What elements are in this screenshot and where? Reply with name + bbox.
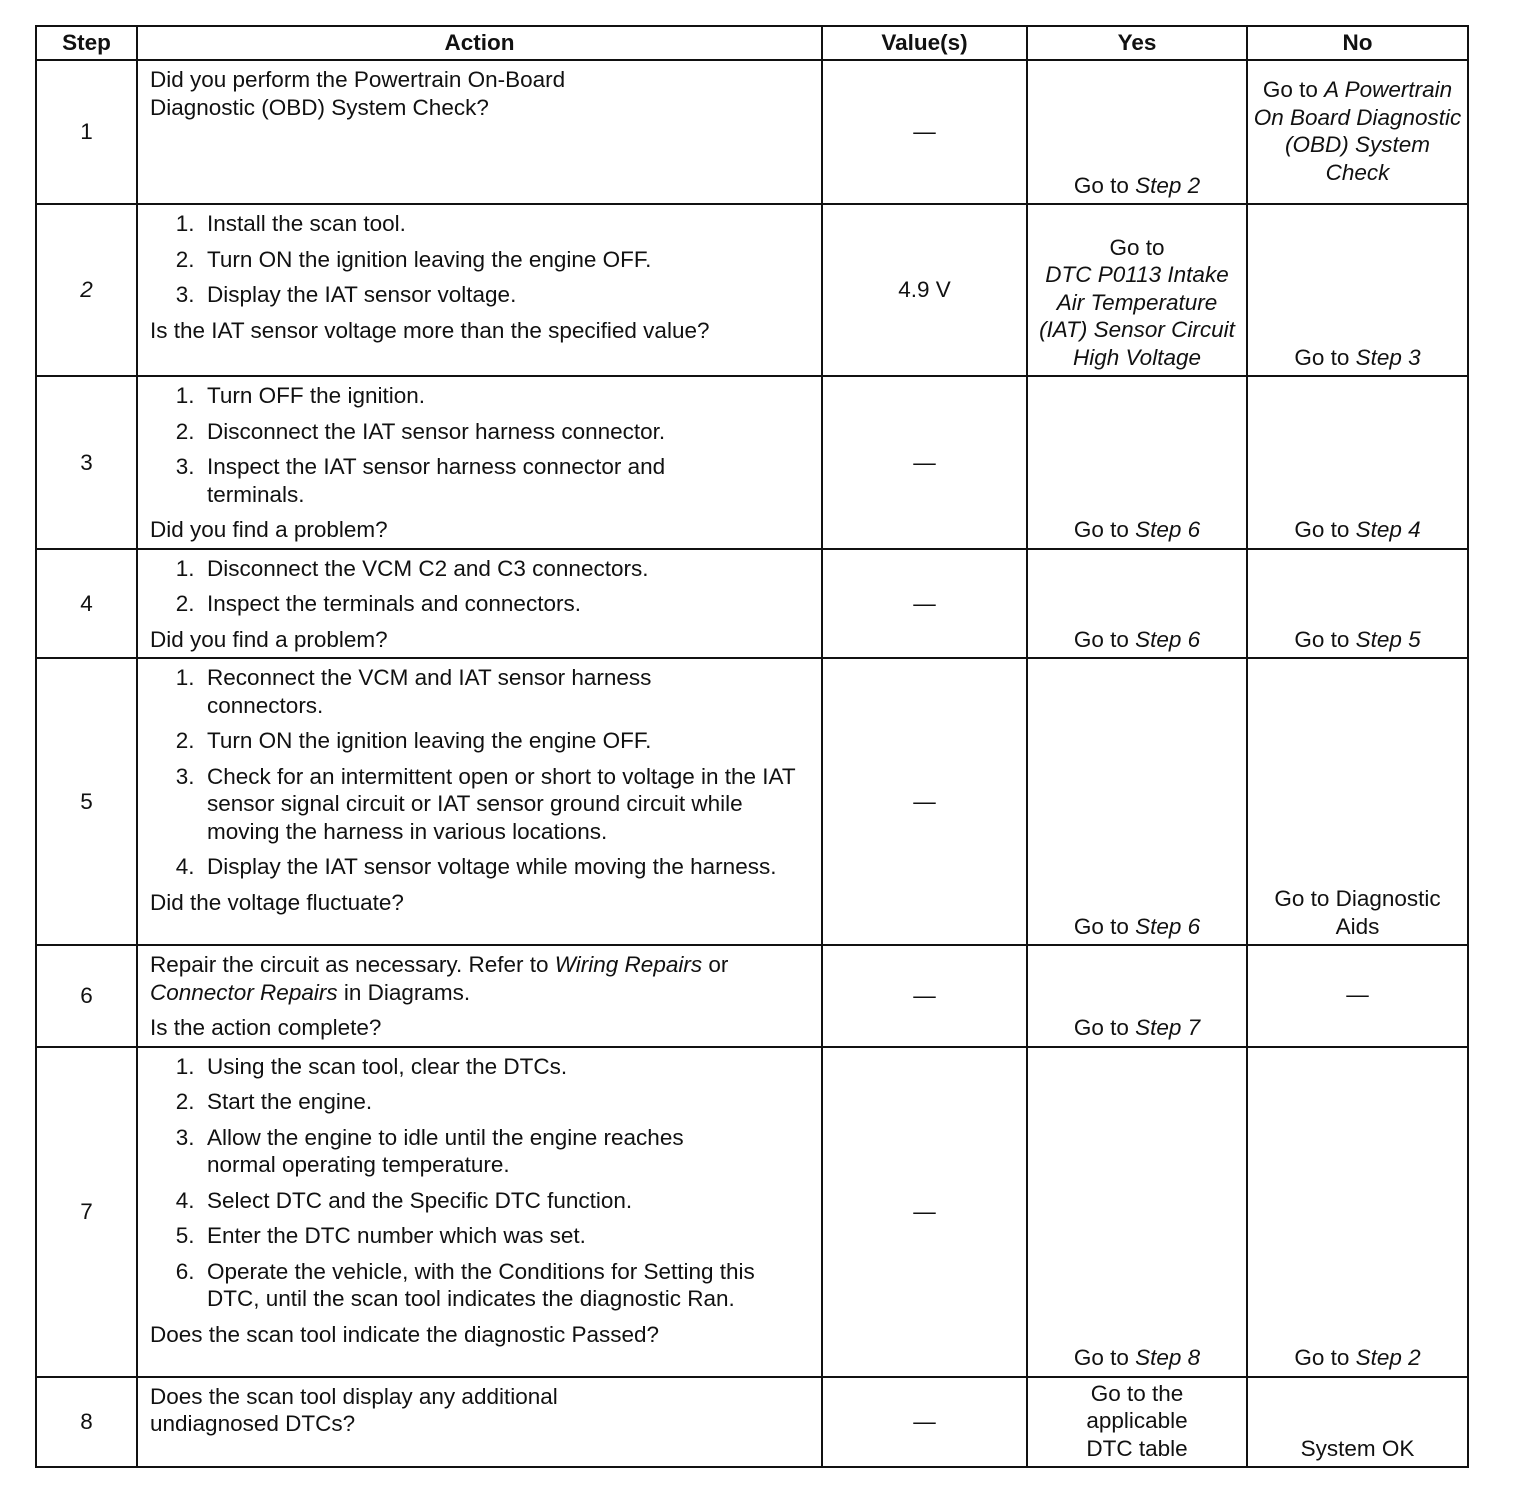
wiring-repairs-link[interactable]: Wiring Repairs [554,952,703,977]
action-question: Did you find a problem? [150,626,388,652]
no-cell: — [1247,945,1468,1047]
yes-cell: Go to Step 6 [1027,658,1247,945]
action-question: Does the scan tool indicate the diagnostic Passed? [150,1321,660,1347]
yes-link[interactable]: Step 7 [1135,1015,1201,1040]
yes-cell [1027,1377,1247,1468]
step-number: 2 [36,204,137,376]
yes-cell: Go to Step 7 [1027,945,1247,1047]
action-question: Is the action complete? [150,1015,382,1040]
yes-link[interactable]: Step 6 [1135,913,1201,939]
yes-link[interactable]: Step 6 [1135,517,1201,542]
action-steps [150,382,811,508]
no-cell: Go to A Powertrain On Board Diagnostic (OBD) System Check [1247,60,1468,204]
action-question: Did you find a problem? [150,517,388,542]
step-number: 5 [36,658,137,945]
value-cell: 4.9 V [822,204,1027,376]
list-item: 5 . Enter the DTC number which was set. [150,1222,811,1250]
no-link[interactable]: Step 2 [1355,1345,1421,1370]
value-cell: — [822,658,1027,945]
yes-cell: Go to Step 6 [1027,376,1247,549]
value-cell: — [822,376,1027,549]
list-item: 1 . Install the scan tool. [150,210,811,238]
step-number: 1 [36,60,137,204]
action-cell [137,658,822,945]
table-row [36,376,1468,549]
action-cell [137,376,822,549]
table-row [36,549,1468,659]
no-link[interactable]: Step 5 [1355,626,1421,652]
action-steps [150,1053,811,1313]
table-row [36,658,1468,945]
list-item: 1 . Disconnect the VCM C2 and C3 connectors. [150,555,811,583]
list-item: 2 . Start the engine. [150,1088,811,1116]
action-question: Did the voltage fluctuate? [150,889,404,915]
yes-cell: Go to DTC P0113 Intake Air Temperature (IAT) Sensor Circuit High Voltage [1027,204,1247,376]
table-row [36,60,1468,204]
header-action: Action [137,26,822,60]
value-cell: — [822,1047,1027,1377]
action-cell [137,945,822,1047]
no-cell: Go to Step 2 [1247,1047,1468,1377]
list-item: 2 . Inspect the terminals and connectors. [150,590,811,618]
diagnostic-table [35,25,1469,1468]
yes-cell: Go to Step 6 [1027,549,1247,659]
table-row [36,1377,1468,1468]
yes-link[interactable]: Step 2 [1135,172,1201,198]
action-steps [150,664,811,881]
table-row [36,204,1468,376]
no-link[interactable]: Step 4 [1355,517,1421,542]
header-no: No [1247,26,1468,60]
action-cell [137,204,822,376]
yes-link[interactable]: Step 6 [1135,626,1201,652]
list-item: 1 . Turn OFF the ignition. [150,382,811,410]
no-cell: System OK [1247,1377,1468,1468]
value-cell: — [822,549,1027,659]
value-cell: — [822,1377,1027,1468]
no-link[interactable]: Step 3 [1355,344,1421,370]
step-number: 7 [36,1047,137,1377]
action-cell [137,1377,822,1468]
list-item: 4 . Display the IAT sensor voltage while moving the harness. [150,853,811,881]
yes-link[interactable]: DTC P0113 Intake Air Temperature (IAT) Sensor Circuit High Voltage [1039,262,1235,370]
list-item: 3 . Display the IAT sensor voltage. [150,281,811,309]
no-link[interactable]: A Powertrain On Board Diagnostic (OBD) System Check [1253,77,1462,185]
no-cell: Go to Step 3 [1247,204,1468,376]
step-number: 8 [36,1377,137,1468]
action-cell [137,549,822,659]
table-row [36,1047,1468,1377]
yes-link[interactable]: Step 8 [1135,1345,1201,1370]
value-cell: — [822,945,1027,1047]
list-item: 1 . Reconnect the VCM and IAT sensor harness connectors. [150,664,811,719]
action-text: Repair the circuit as necessary. Refer to Wiring Repairs or Connector Repairs in Diagrams. [150,952,729,1005]
header-values: Value(s) [822,26,1027,60]
action-steps [150,555,811,618]
action-cell [137,1047,822,1377]
no-link[interactable]: Go to Diagnostic Aids [1274,886,1441,939]
header-row [36,26,1468,60]
action-cell [137,60,822,204]
no-cell: Go to Step 4 [1247,376,1468,549]
list-item: 3 . Inspect the IAT sensor harness connector and terminals. [150,453,811,508]
yes-cell: Go to Step 2 [1027,60,1247,204]
list-item: 4 . Select DTC and the Specific DTC function. [150,1187,811,1215]
list-item: 3 . Check for an intermittent open or short to voltage in the IAT sensor signal circuit or IAT sensor ground circuit while moving the harness in various locations. [150,763,811,846]
header-yes: Yes [1027,26,1247,60]
list-item: 2 . Turn ON the ignition leaving the engine OFF. [150,727,811,755]
list-item: 1 . Using the scan tool, clear the DTCs. [150,1053,811,1081]
step-number: 3 [36,376,137,549]
step-number: 6 [36,945,137,1047]
no-cell: Go to Step 5 [1247,549,1468,659]
list-item: 2 . Disconnect the IAT sensor harness connector. [150,418,811,446]
action-text: Does the scan tool display any additional undiagnosed DTCs? [150,1383,558,1436]
action-steps [150,210,811,309]
list-item: 6 . Operate the vehicle, with the Conditions for Setting this DTC, until the scan tool indicates the diagnostic Ran. [150,1258,811,1313]
connector-repairs-link[interactable]: Connector Repairs [150,979,338,1005]
table-row [36,945,1468,1047]
list-item: 2 . Turn ON the ignition leaving the engine OFF. [150,246,811,274]
action-text: Did you perform the Powertrain On-Board Diagnostic (OBD) System Check? [150,67,566,120]
yes-cell: Go to Step 8 [1027,1047,1247,1377]
yes-link[interactable]: Go to the applicable DTC table [1086,1380,1188,1461]
no-cell [1247,658,1468,945]
step-number: 4 [36,549,137,659]
value-cell: — [822,60,1027,204]
header-step: Step [36,26,137,60]
list-item: 3 . Allow the engine to idle until the engine reaches normal operating temperature. [150,1124,811,1179]
action-question: Is the IAT sensor voltage more than the specified value? [150,317,710,343]
